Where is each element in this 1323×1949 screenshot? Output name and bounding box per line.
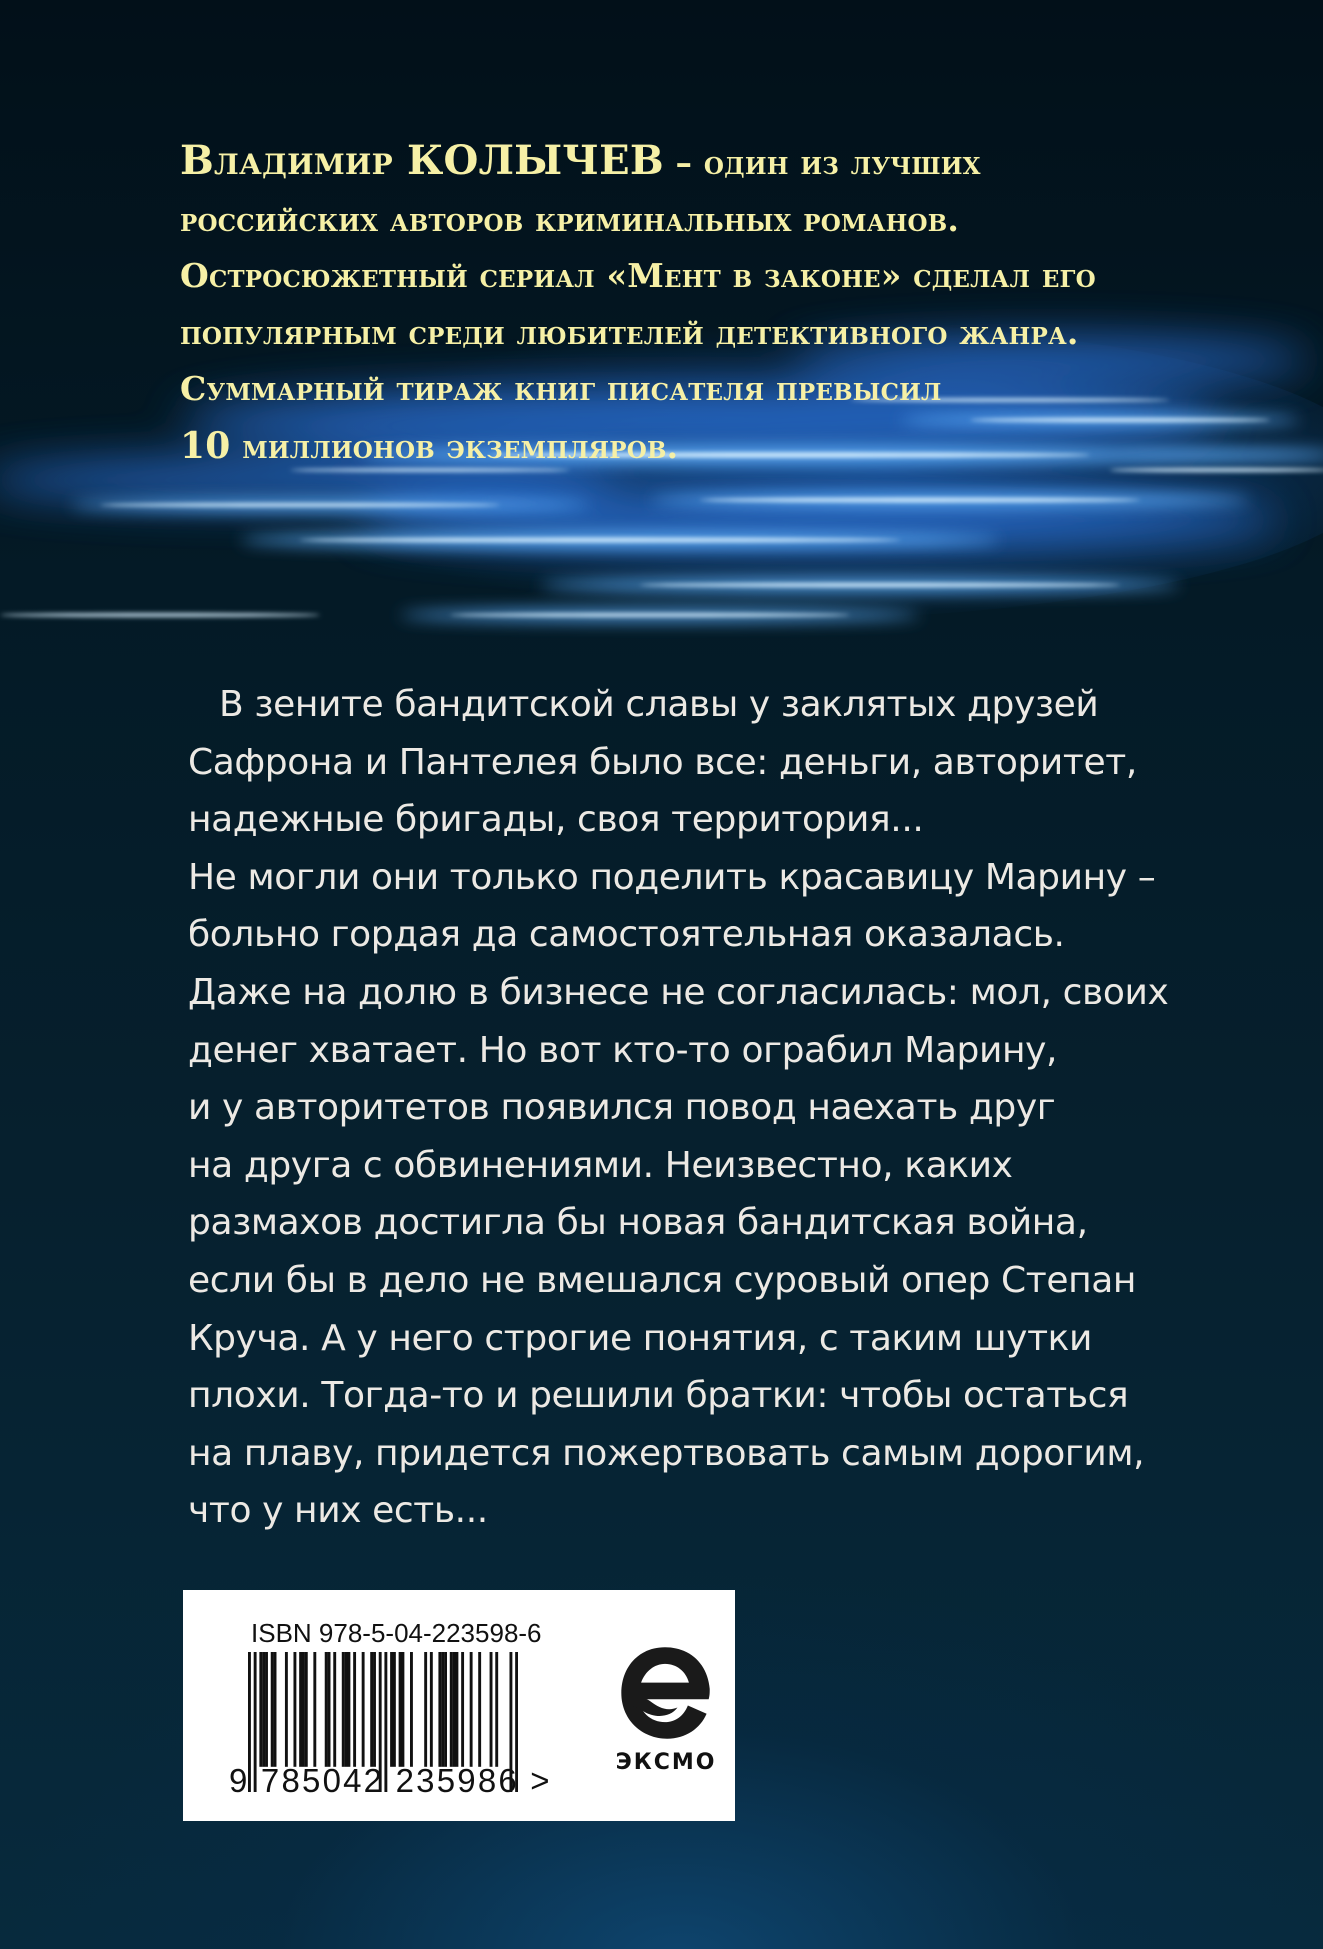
barcode-bar bbox=[274, 1652, 277, 1767]
synopsis-line: В зените бандитской славы у заклятых друзей bbox=[219, 684, 1099, 725]
barcode-digits: 9 785042 235986 > bbox=[229, 1762, 552, 1799]
synopsis-line: на друга с обвинениями. Неизвестно, каких bbox=[188, 1144, 1013, 1186]
blurb-line: Остросюжетный сериал «Мент в законе» сделал его bbox=[180, 256, 1096, 295]
author-first-name: Владимир bbox=[180, 137, 407, 184]
author-surname: КОЛЫЧЕВ bbox=[406, 137, 664, 184]
synopsis-line: на плаву, придется пожертвовать самым дорогим, bbox=[188, 1432, 1145, 1474]
barcode-bar bbox=[342, 1652, 345, 1767]
circulation-number: 10 bbox=[180, 424, 231, 467]
synopsis-line: Не могли они только поделить красавицу Марину – bbox=[188, 856, 1156, 898]
barcode-bar bbox=[455, 1652, 458, 1767]
barcode-bar bbox=[444, 1652, 447, 1767]
synopsis-line: если бы в дело не вмешался суровый опер Степан bbox=[188, 1259, 1137, 1301]
blurb-line-text: миллионов экземпляров. bbox=[230, 426, 679, 466]
barcode-bar bbox=[271, 1652, 274, 1767]
synopsis-line: что у них есть... bbox=[188, 1490, 488, 1532]
barcode-bar bbox=[262, 1652, 265, 1767]
barcode-bar bbox=[328, 1652, 331, 1767]
blurb-line: популярным среди любителей детективного жанра. bbox=[180, 312, 1079, 352]
barcode-bar bbox=[401, 1652, 404, 1767]
eksmo-logo-icon bbox=[613, 1638, 717, 1748]
barcode-bar bbox=[325, 1652, 328, 1767]
barcode-bar bbox=[490, 1652, 493, 1767]
synopsis-line: надежные бригады, своя территория... bbox=[188, 799, 924, 841]
synopsis-line: размахов достигла бы новая бандитская война, bbox=[188, 1202, 1088, 1244]
barcode-bar bbox=[313, 1652, 316, 1767]
barcode-bar bbox=[265, 1652, 268, 1767]
synopsis-line: Даже на долю в бизнесе не согласилась: мол, своих bbox=[188, 971, 1169, 1013]
barcode-bar bbox=[305, 1652, 308, 1767]
barcode-bar bbox=[362, 1652, 365, 1767]
barcode-bar bbox=[393, 1652, 396, 1767]
isbn-label: ISBN 978-5-04-223598-6 bbox=[251, 1618, 542, 1648]
author-blurb bbox=[180, 133, 1180, 475]
synopsis-line: больно гордая да самостоятельная оказалась. bbox=[188, 914, 1065, 956]
barcode-bar bbox=[461, 1652, 464, 1767]
barcode-bar bbox=[370, 1652, 373, 1767]
book-synopsis bbox=[188, 676, 1228, 1540]
barcode-bar bbox=[453, 1652, 456, 1767]
barcode-bar bbox=[399, 1652, 402, 1767]
blurb-line: российских авторов криминальных романов. bbox=[180, 199, 960, 239]
blurb-line: Суммарный тираж книг писателя превысил bbox=[180, 369, 942, 408]
barcode-bar bbox=[430, 1652, 433, 1767]
barcode-bar bbox=[333, 1652, 336, 1767]
blurb-line bbox=[180, 418, 1180, 476]
synopsis-line: плохи. Тогда-то и решили братки: чтобы остаться bbox=[188, 1375, 1129, 1417]
barcode-panel bbox=[183, 1590, 735, 1821]
barcode-bar bbox=[390, 1652, 393, 1767]
synopsis-line: денег хватает. Но вот кто-то ограбил Марину, bbox=[188, 1029, 1058, 1071]
publisher-name: ЭКСМО bbox=[615, 1750, 717, 1775]
synopsis-line: и у авторитетов появился повод наехать друг bbox=[188, 1087, 1056, 1129]
barcode-bar bbox=[441, 1652, 444, 1767]
barcode-bar bbox=[478, 1652, 481, 1767]
barcode-bar bbox=[285, 1652, 288, 1767]
synopsis-line: Сафрона и Пантелея было все: деньги, авторитет, bbox=[188, 741, 1137, 783]
barcode-bar bbox=[345, 1652, 348, 1767]
barcode-bar bbox=[299, 1652, 302, 1767]
barcode-bar bbox=[495, 1652, 498, 1767]
barcode-bar bbox=[373, 1652, 376, 1767]
barcode-bar bbox=[410, 1652, 413, 1767]
synopsis-line: Круча. А у него строгие понятия, с таким шутки bbox=[188, 1317, 1092, 1359]
barcode-bar bbox=[293, 1652, 296, 1767]
barcode-bar bbox=[438, 1652, 441, 1767]
barcode-bar bbox=[470, 1652, 473, 1767]
blurb-line-text: – один из лучших bbox=[663, 143, 981, 182]
barcode-bar bbox=[347, 1652, 350, 1767]
blurb-line bbox=[180, 133, 1180, 192]
barcode-bar bbox=[424, 1652, 427, 1767]
barcode-bar bbox=[302, 1652, 305, 1767]
barcode-bar bbox=[450, 1652, 453, 1767]
barcode-bar bbox=[353, 1652, 356, 1767]
barcode-bar bbox=[259, 1652, 262, 1767]
